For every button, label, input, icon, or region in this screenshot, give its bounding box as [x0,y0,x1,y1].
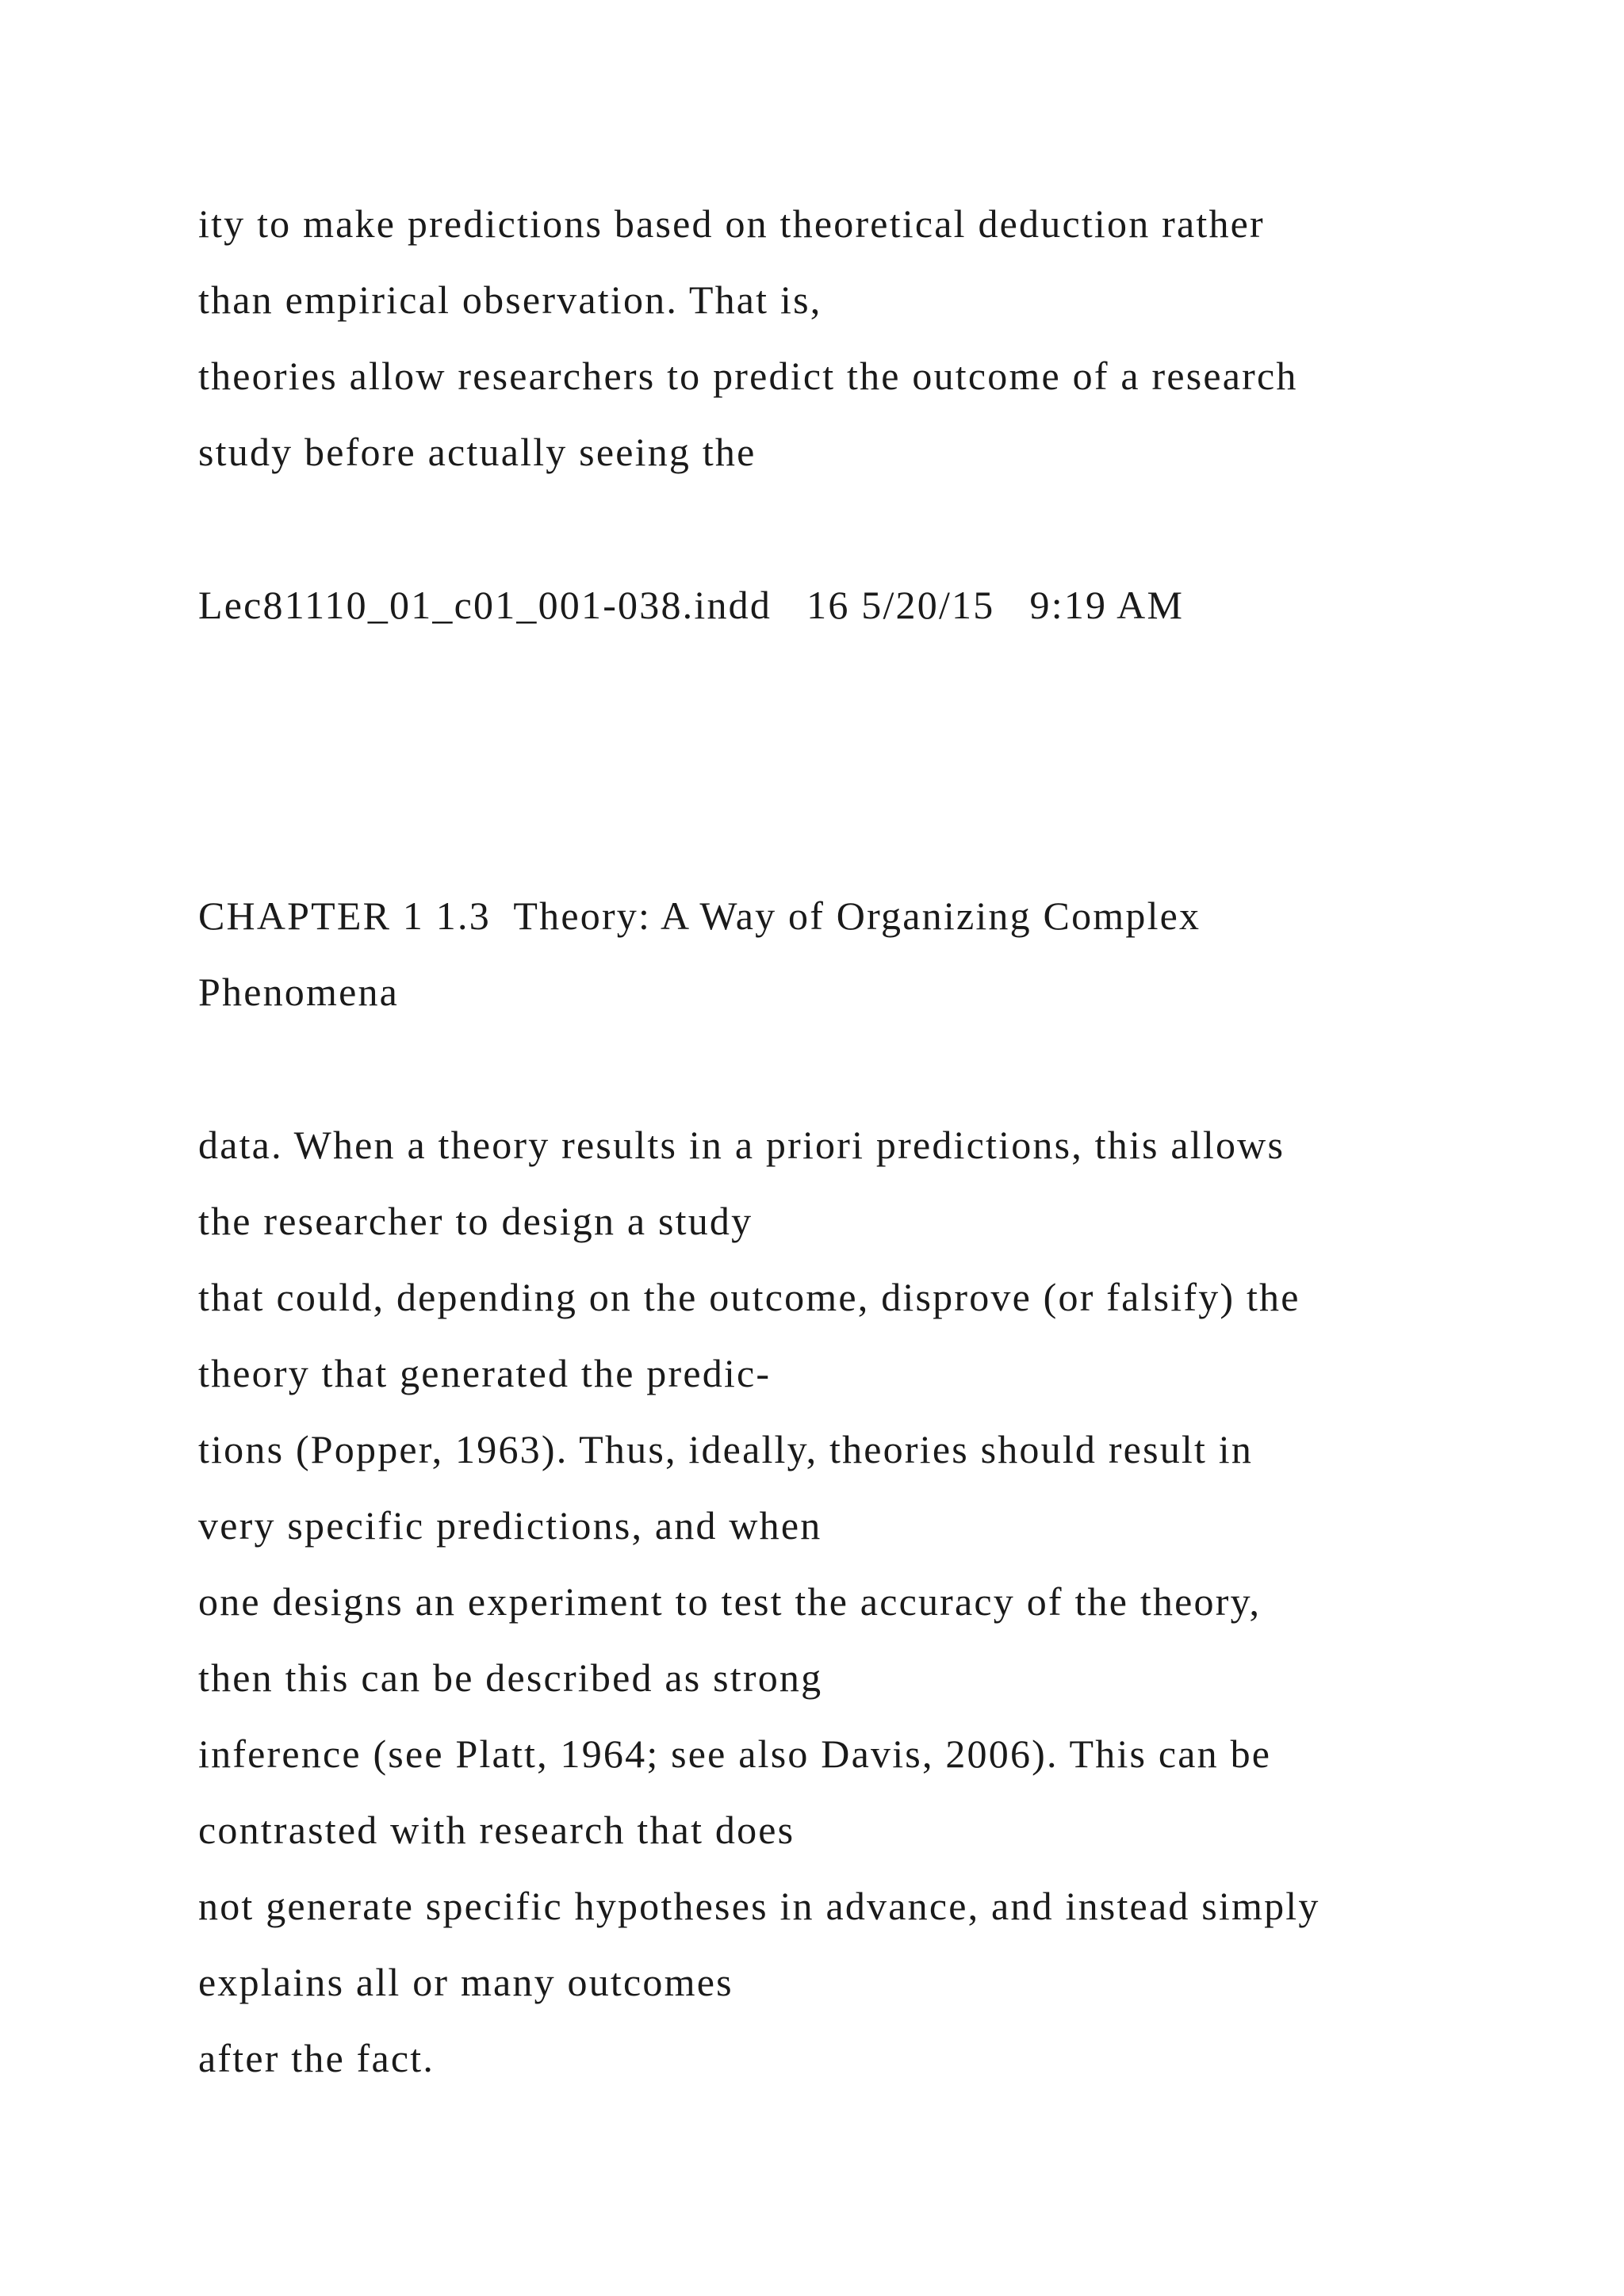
body-text-line: theories allow researchers to predict the outcome of a research [198,354,1298,398]
body-text-line: that could, depending on the outcome, disprove (or falsify) the [198,1275,1300,1319]
body-text-line: after the fact. [198,2036,435,2080]
body-text-line: theory that generated the predic- [198,1351,772,1395]
body-text-line: inference (see Platt, 1964; see also Davis, 2006). This can be [198,1732,1272,1776]
body-text-line: contrasted with research that does [198,1808,795,1852]
chapter-heading: Phenomena [198,970,400,1014]
file-slug: Lec81110_01_c01_001-038.indd 16 5/20/15 9:19 AM [198,583,1185,627]
body-text-line: ity to make predictions based on theoretical deduction rather [198,201,1265,246]
body-text-line: study before actually seeing the [198,430,756,474]
body-text-line: very specific predictions, and when [198,1503,822,1548]
body-text-line: then this can be described as strong [198,1655,823,1700]
body-text-line: data. When a theory results in a priori predictions, this allows [198,1123,1285,1167]
body-text-line: not generate specific hypotheses in advance, and instead simply [198,1884,1320,1928]
body-text-line: explains all or many outcomes [198,1960,733,2004]
chapter-heading: CHAPTER 1 1.3 Theory: A Way of Organizing Complex [198,894,1201,938]
body-text-line: tions (Popper, 1963). Thus, ideally, theories should result in [198,1427,1254,1471]
body-text-line: than empirical observation. That is, [198,277,822,322]
body-text-line: one designs an experiment to test the accuracy of the theory, [198,1579,1262,1624]
body-text-line: the researcher to design a study [198,1199,753,1243]
